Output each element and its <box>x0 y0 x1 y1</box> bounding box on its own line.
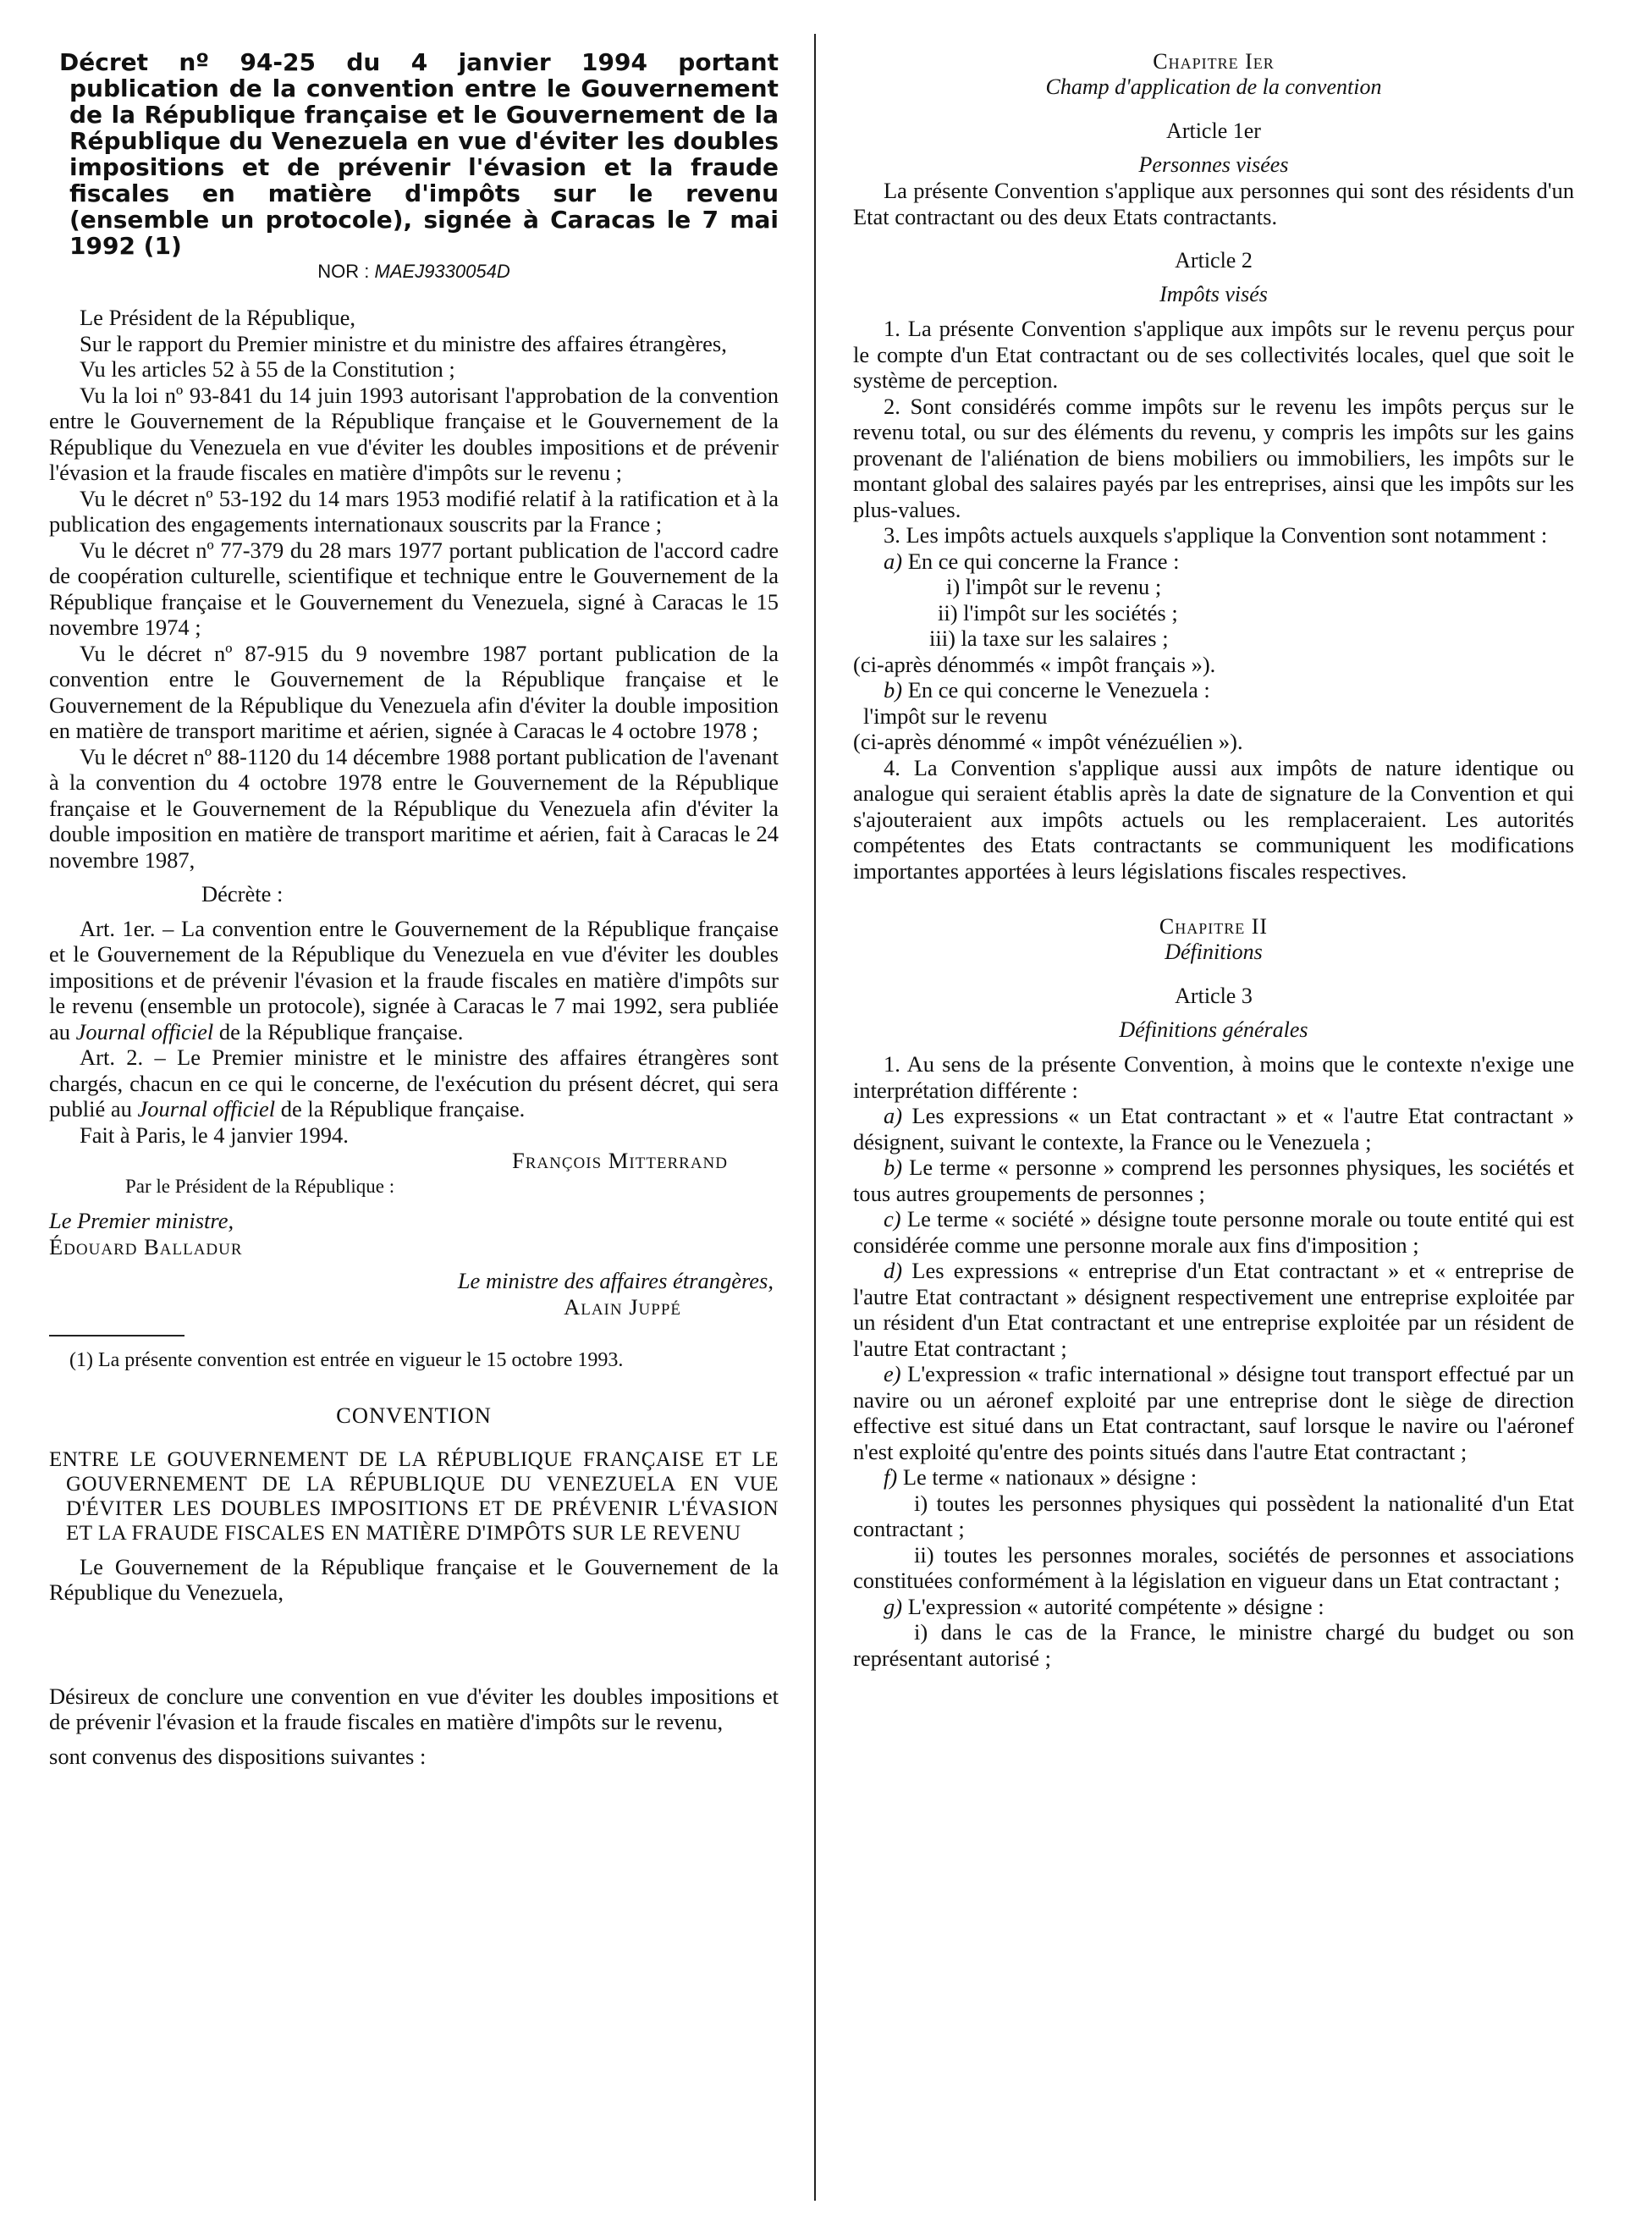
article-2-item <box>853 677 1574 703</box>
item-label: b) <box>884 1155 903 1180</box>
nor-value: MAEJ9330054D <box>374 261 510 282</box>
item-label: a) <box>884 548 903 574</box>
mae-title: Le ministre des affaires étrangères, <box>457 1268 774 1293</box>
preamble-line: Vu le décret nº 77-379 du 28 mars 1977 portant publication de l'accord cadre de coopération culturelle, scientifique et technique entre le Gouvernement de la République française et le Gouvernement du Venezuela, signé à Caracas le 15 novembre 1974 ; <box>49 537 779 640</box>
item-text: Les expressions « un Etat contractant » et « l'autre Etat contractant » désignent, suivant le contexte, la France ou le Venezuela ; <box>853 1103 1575 1155</box>
pm-title: Le Premier ministre, <box>49 1208 234 1233</box>
pm-name: Édouard Balladur <box>49 1233 243 1259</box>
article-3-heading: Article 3 <box>1175 984 1253 1008</box>
article-2-note: (ci-après dénommé « impôt vénézuélien »). <box>853 729 1243 754</box>
item-label: c) <box>884 1206 901 1232</box>
article-2-subitem: l'impôt sur le revenu <box>863 703 1048 729</box>
article-2-paragraph: 4. La Convention s'applique aussi aux impôts de nature identique ou analogue qui seraient établis après la date de signature de la Convention et qui s'ajouteraient aux impôts actuels ou les remplaceraient. Les autorités compétentes des Etats contractants se communiquent les modifications importantes apportées à leurs législations fiscales respectives. <box>853 754 1574 884</box>
convention-parties: Le Gouvernement de la République française et le Gouvernement de la République du Venezuela, <box>49 1553 779 1605</box>
nor-reference <box>49 261 779 283</box>
convention-desireux: Désireux de conclure une convention en vue d'éviter les doubles impositions et de prévenir l'évasion et la fraude fiscales en matière d'impôts sur le revenu, <box>49 1683 779 1734</box>
article-3-item <box>853 1361 1574 1464</box>
preamble-line: Vu la loi nº 93-841 du 14 juin 1993 autorisant l'approbation de la convention entre le Gouvernement de la République française et le Gouvernement de la République du Venezuela en vue d'éviter les doubles impositions et de prévenir l'évasion et la fraude fiscales en matière d'impôts sur le revenu ; <box>49 382 779 485</box>
article-text: La convention entre le Gouvernement de la République française et le Gouvernement de la République du Venezuela en vue d'éviter les doubles impositions et de prévenir l'évasion et la fraude fiscales en matière d'impôts sur le revenu (ensemble un protocole), signée à Caracas le 7 mai 1992, sera publiée au <box>49 915 779 1044</box>
article-text: de la République française. <box>218 1018 464 1044</box>
item-text: Le terme « nationaux » désigne : <box>902 1464 1198 1490</box>
article-2-subitem: ii) l'impôt sur les sociétés ; <box>938 599 1178 626</box>
article-2-subitem: i) l'impôt sur le revenu ; <box>946 574 1162 599</box>
item-label: b) <box>884 677 903 703</box>
article-label: Art. 2. – <box>80 1044 166 1070</box>
article-3-item <box>853 1206 1574 1258</box>
chapter-1-heading: Chapitre Ier <box>1153 49 1275 74</box>
article-1-heading: Article 1er <box>1166 118 1261 143</box>
column-divider <box>814 34 816 2201</box>
par-le-president: Par le Président de la République : <box>125 1175 395 1197</box>
nor-label: NOR : <box>317 261 370 282</box>
chapter-2-heading: Chapitre II <box>1159 914 1269 939</box>
footnote: (1) La présente convention est entrée en vigueur le 15 octobre 1993. <box>69 1349 624 1371</box>
preamble-line: Vu le décret nº 88-1120 du 14 décembre 1988 portant publication de l'avenant à la convention du 4 octobre 1978 entre le Gouvernement de la République française et le Gouvernement de la République du Venezuela afin d'éviter la double imposition en matière de transport maritime et aérien, fait à Caracas le 24 novembre 1987, <box>49 743 779 873</box>
article-3-item <box>853 1103 1574 1155</box>
article-2-paragraph: 2. Sont considérés comme impôts sur le revenu les impôts perçus sur le revenu total, ou sur des éléments du revenu, y compris les impôts sur les gains provenant de l'aliénation de biens mobiliers ou immobiliers, les impôts sur le montant global des salaires payés par les entreprises, ainsi que les impôts sur les plus-values. <box>853 393 1574 522</box>
article-3-subitem: i) toutes les personnes physiques qui possèdent la nationalité d'un Etat contractant ; <box>853 1490 1574 1541</box>
article-3-subitem: i) dans le cas de la France, le ministre chargé du budget ou son représentant autorisé ; <box>853 1619 1574 1671</box>
item-text: Le terme « société » désigne toute personne morale ou toute entité qui est considérée comme une personne morale aux fins d'imposition ; <box>853 1206 1575 1258</box>
item-text: En ce qui concerne le Venezuela : <box>907 677 1210 703</box>
article-1-decree <box>49 916 779 1045</box>
article-3-item <box>853 1594 1574 1620</box>
article-2-note: (ci-après dénommés « impôt français »). <box>853 651 1216 677</box>
article-3-item <box>853 1155 1574 1206</box>
convention-subheading: ENTRE LE GOUVERNEMENT DE LA RÉPUBLIQUE FRANÇAISE ET LE GOUVERNEMENT DE LA RÉPUBLIQUE DU VENEZUELA EN VUE D'ÉVITER LES DOUBLES IMPOSITIONS ET DE PRÉVENIR L'ÉVASION ET LA FRAUDE FISCALES EN MATIÈRE D'IMPÔTS SUR LE REVENU <box>49 1447 779 1545</box>
article-2-title: Impôts visés <box>1159 282 1268 306</box>
fait-line: Fait à Paris, le 4 janvier 1994. <box>80 1122 349 1148</box>
article-label: Art. 1er. – <box>80 915 174 941</box>
journal-name: Journal officiel <box>75 1018 214 1044</box>
item-label: e) <box>884 1361 901 1386</box>
article-3-item <box>853 1464 1574 1491</box>
preamble-line: Vu le décret nº 53-192 du 14 mars 1953 modifié relatif à la ratification et à la publication des engagements internationaux souscrits par la France ; <box>49 485 779 537</box>
item-label: a) <box>884 1103 903 1128</box>
left-column <box>49 49 779 1769</box>
president-signature: François Mitterrand <box>512 1148 728 1173</box>
item-label: d) <box>884 1258 903 1283</box>
article-3-item <box>853 1258 1574 1361</box>
article-2-paragraph: 1. La présente Convention s'applique aux impôts sur le revenu perçus pour le compte d'un Etat contractant ou de ses collectivités locales, quel que soit le système de perception. <box>853 316 1574 393</box>
article-3-paragraph: 1. Au sens de la présente Convention, à moins que le contexte n'exige une interprétation différente : <box>853 1051 1574 1103</box>
mae-name: Alain Juppé <box>564 1293 681 1320</box>
article-3-title: Définitions générales <box>1119 1017 1308 1042</box>
article-text: de la République française. <box>280 1096 526 1122</box>
footnote-divider <box>49 1335 184 1336</box>
article-2-item <box>853 548 1574 575</box>
item-label: g) <box>884 1593 903 1619</box>
decree-title: Décret nº 94-25 du 4 janvier 1994 portant publication de la convention entre le Gouvernement de la République française et le Gouvernement de la République du Venezuela en vue d'éviter les doubles impositions et de prévenir l'évasion et la fraude fiscales en matière d'impôts sur le revenu (ensemble un protocole), signée à Caracas le 7 mai 1992 (1) <box>59 48 779 260</box>
item-label: f) <box>884 1464 898 1490</box>
preamble-line: Vu les articles 52 à 55 de la Constitution ; <box>80 356 455 382</box>
item-text: L'expression « autorité compétente » désigne : <box>907 1593 1324 1619</box>
right-column <box>853 49 1574 1671</box>
article-2-decree <box>49 1044 779 1122</box>
decrete-heading: Décrète : <box>201 881 284 907</box>
article-2-subitem: iii) la taxe sur les salaires ; <box>929 626 1169 651</box>
article-3-subitem: ii) toutes les personnes morales, sociétés de personnes et associations constituées conformément à la législation en vigueur dans un Etat contractant ; <box>853 1541 1574 1593</box>
item-text: L'expression « trafic international » désigne tout transport effectué par un navire ou un aéronef exploité par une entreprise dont le siège de direction effective est situé dans un Etat contractant, sauf lorsque le navire ou l'aéronef n'est exploité qu'entre des points situés dans l'autre Etat contractant ; <box>853 1361 1575 1464</box>
journal-name: Journal officiel <box>137 1096 276 1122</box>
convention-heading: CONVENTION <box>336 1403 492 1428</box>
preamble-line: Sur le rapport du Premier ministre et du ministre des affaires étrangères, <box>80 330 727 356</box>
convention-convenus: sont convenus des dispositions suivantes : <box>49 1743 427 1769</box>
item-text: En ce qui concerne la France : <box>907 548 1180 574</box>
item-text: Le terme « personne » comprend les personnes physiques, les sociétés et tous autres groupements de personnes ; <box>853 1155 1574 1206</box>
chapter-2-title: Définitions <box>1165 940 1263 964</box>
article-text: Le Premier ministre et le ministre des affaires étrangères sont chargés, chacun en ce qui le concerne, de l'exécution du présent décret, qui sera publié au <box>49 1044 779 1122</box>
article-1-title: Personnes visées <box>1138 152 1289 177</box>
article-2-heading: Article 2 <box>1175 248 1253 273</box>
preamble-line: Vu le décret nº 87-915 du 9 novembre 1987 portant publication de la convention entre le Gouvernement de la République française et le Gouvernement de la République du Venezuela afin d'éviter la double imposition en matière de transport maritime et aérien, signée à Caracas le 4 octobre 1978 ; <box>49 640 779 743</box>
article-2-paragraph: 3. Les impôts actuels auxquels s'applique la Convention sont notamment : <box>884 522 1548 548</box>
article-1-text: La présente Convention s'applique aux personnes qui sont des résidents d'un Etat contractant ou des deux Etats contractants. <box>853 178 1574 229</box>
chapter-1-title: Champ d'application de la convention <box>1045 74 1382 99</box>
preamble-line: Le Président de la République, <box>80 305 356 330</box>
item-text: Les expressions « entreprise d'un Etat contractant » et « entreprise de l'autre Etat contractant » désignent respectivement une entreprise exploitée par un résident d'un Etat contractant et une entreprise exploitée par un résident de l'autre Etat contractant ; <box>853 1258 1575 1361</box>
